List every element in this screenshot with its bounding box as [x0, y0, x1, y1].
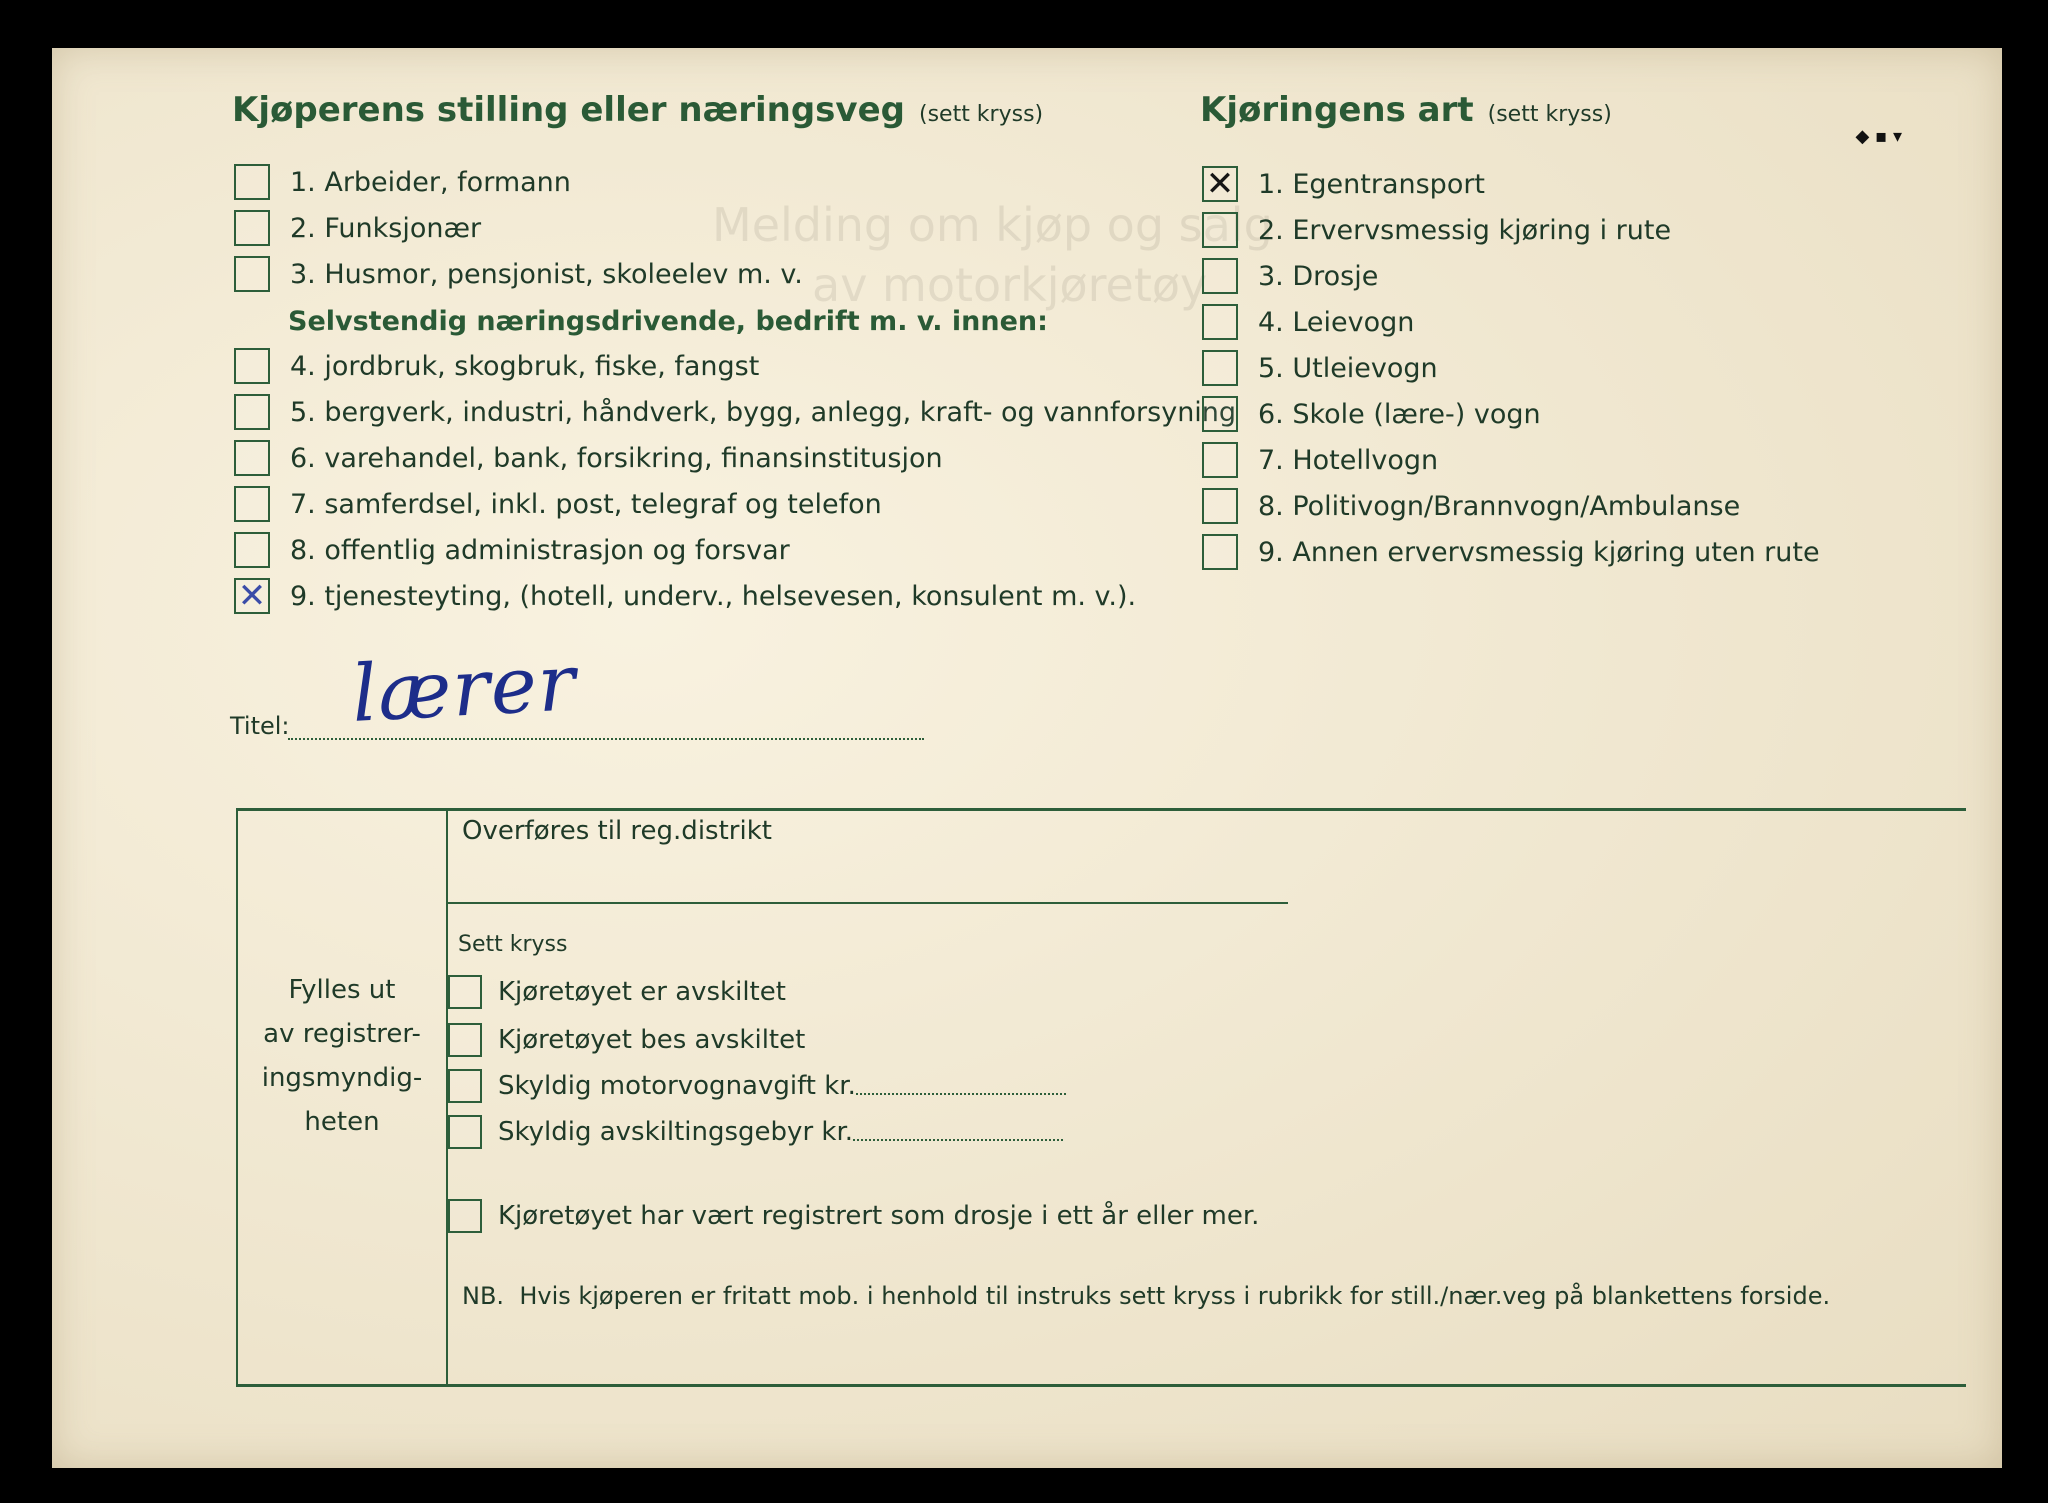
checkbox[interactable] — [448, 975, 482, 1009]
option-label: 6. Skole (lære-) vogn — [1258, 398, 1541, 430]
option-label: 1. Egentransport — [1258, 168, 1486, 200]
driving-type-option-2[interactable] — [1202, 210, 1671, 250]
reg-box-top-line — [236, 808, 1966, 811]
checkbox[interactable] — [448, 1023, 482, 1057]
checkbox[interactable] — [448, 1069, 482, 1103]
checkbox[interactable] — [1202, 488, 1238, 524]
form-sheet — [52, 48, 2002, 1468]
checkbox[interactable] — [1202, 212, 1238, 248]
left-section-title: Kjøperens stilling eller næringsveg — [232, 90, 905, 130]
reg-check-avskiltingsgebyr[interactable] — [448, 1112, 1063, 1152]
occupation-option-7[interactable] — [234, 484, 882, 524]
side-label-line: Fylles ut — [288, 975, 396, 1005]
transfer-district-label: Overføres til reg.distrikt — [462, 816, 772, 846]
self-employed-subheading: Selvstendig næringsdrivende, bedrift m. v. innen: — [288, 306, 1048, 337]
occupation-option-3[interactable] — [234, 254, 803, 294]
checkbox-checked[interactable] — [1202, 166, 1238, 202]
amount-dotted-field[interactable] — [853, 1123, 1063, 1141]
option-label: 2. Funksjonær — [290, 212, 482, 244]
occupation-option-6[interactable] — [234, 438, 943, 478]
checkbox[interactable] — [448, 1115, 482, 1149]
checkbox[interactable] — [234, 440, 270, 476]
checkbox[interactable] — [1202, 534, 1238, 570]
side-label-line: heten — [304, 1107, 380, 1137]
transfer-district-field[interactable] — [448, 902, 1288, 904]
option-label: 5. bergverk, industri, håndverk, bygg, anlegg, kraft- og vannforsyning — [290, 396, 1237, 428]
cross-mark-icon: ✕ — [1205, 164, 1235, 204]
reg-check-avskiltet[interactable] — [448, 972, 786, 1012]
checkbox[interactable] — [1202, 350, 1238, 386]
option-label: 8. offentlig administrasjon og forsvar — [290, 534, 790, 566]
option-label: 3. Drosje — [1258, 260, 1379, 292]
titel-label: Titel: — [230, 712, 290, 740]
reg-box-bottom-line — [236, 1384, 1966, 1387]
cross-mark-icon: ✕ — [237, 576, 267, 616]
driving-type-option-6[interactable] — [1202, 394, 1541, 434]
side-label-line: ingsmyndig- — [261, 1063, 423, 1093]
option-label: 4. Leievogn — [1258, 306, 1415, 338]
reg-check-bes-avskiltet[interactable] — [448, 1020, 805, 1060]
reg-check-motorvognavgift[interactable] — [448, 1066, 1066, 1106]
show-through-text: av motorkjøretøy — [812, 258, 1208, 312]
checkbox[interactable] — [234, 256, 270, 292]
option-label: Skyldig motorvognavgift kr. — [498, 1071, 856, 1101]
checkbox[interactable] — [1202, 304, 1238, 340]
occupation-option-5[interactable] — [234, 392, 1236, 432]
option-label: 4. jordbruk, skogbruk, fiske, fangst — [290, 350, 760, 382]
checkbox[interactable] — [234, 486, 270, 522]
option-label: 5. Utleievogn — [1258, 352, 1438, 384]
occupation-option-9[interactable] — [234, 576, 1136, 616]
checkbox[interactable] — [1202, 258, 1238, 294]
option-label: 9. Annen ervervsmessig kjøring uten rute — [1258, 536, 1820, 568]
titel-handwritten-value[interactable]: lærer — [349, 638, 579, 740]
option-label: Kjøretøyet bes avskiltet — [498, 1025, 806, 1055]
right-section-hint: (sett kryss) — [1487, 102, 1612, 127]
option-label: 6. varehandel, bank, forsikring, finansinstitusjon — [290, 442, 943, 474]
checkbox-checked[interactable] — [234, 578, 270, 614]
nb-text: Hvis kjøperen er fritatt mob. i henhold til instruks sett kryss i rubrikk for still./nær.veg på blankettens forside. — [519, 1282, 1831, 1310]
side-label-line: av registrer- — [263, 1019, 421, 1049]
amount-dotted-field[interactable] — [856, 1077, 1066, 1095]
checkbox[interactable] — [234, 532, 270, 568]
checkbox[interactable] — [234, 348, 270, 384]
option-label: 7. Hotellvogn — [1258, 444, 1439, 476]
option-label: 1. Arbeider, formann — [290, 166, 571, 198]
driving-type-option-1[interactable] — [1202, 164, 1485, 204]
checkbox[interactable] — [1202, 396, 1238, 432]
nb-note — [462, 1282, 1830, 1310]
fill-by-authority-label — [236, 968, 448, 1144]
occupation-option-2[interactable] — [234, 208, 481, 248]
nb-prefix: NB. — [462, 1282, 505, 1310]
reg-check-drosje[interactable] — [448, 1196, 1259, 1236]
driving-type-option-4[interactable] — [1202, 302, 1414, 342]
checkbox[interactable] — [448, 1199, 482, 1233]
option-label: Kjøretøyet har vært registrert som drosje i ett år eller mer. — [498, 1201, 1260, 1231]
left-section-heading — [232, 90, 1043, 130]
occupation-option-8[interactable] — [234, 530, 790, 570]
right-section-heading — [1200, 90, 1612, 130]
option-label: 8. Politivogn/Brannvogn/Ambulanse — [1258, 490, 1741, 522]
checkbox[interactable] — [1202, 442, 1238, 478]
titel-dotted-line — [288, 738, 924, 740]
checkbox[interactable] — [234, 394, 270, 430]
sett-kryss-label: Sett kryss — [458, 932, 568, 957]
option-label: Kjøretøyet er avskiltet — [498, 977, 786, 1007]
option-label: 9. tjenesteyting, (hotell, underv., helsevesen, konsulent m. v.). — [290, 580, 1137, 612]
driving-type-option-8[interactable] — [1202, 486, 1740, 526]
option-label: 2. Ervervsmessig kjøring i rute — [1258, 214, 1672, 246]
occupation-option-4[interactable] — [234, 346, 759, 386]
corner-marks: ◆ ▪ ▾ — [1855, 126, 1902, 147]
driving-type-option-9[interactable] — [1202, 532, 1820, 572]
option-label: Skyldig avskiltingsgebyr kr. — [498, 1117, 854, 1147]
option-label: 7. samferdsel, inkl. post, telegraf og telefon — [290, 488, 882, 520]
driving-type-option-7[interactable] — [1202, 440, 1438, 480]
driving-type-option-5[interactable] — [1202, 348, 1438, 388]
checkbox[interactable] — [234, 164, 270, 200]
right-section-title: Kjøringens art — [1200, 90, 1474, 130]
occupation-option-1[interactable] — [234, 162, 571, 202]
checkbox[interactable] — [234, 210, 270, 246]
left-section-hint: (sett kryss) — [918, 102, 1044, 127]
show-through-text: Melding om kjøp og salg — [712, 198, 1273, 252]
driving-type-option-3[interactable] — [1202, 256, 1378, 296]
option-label: 3. Husmor, pensjonist, skoleelev m. v. — [290, 258, 803, 290]
